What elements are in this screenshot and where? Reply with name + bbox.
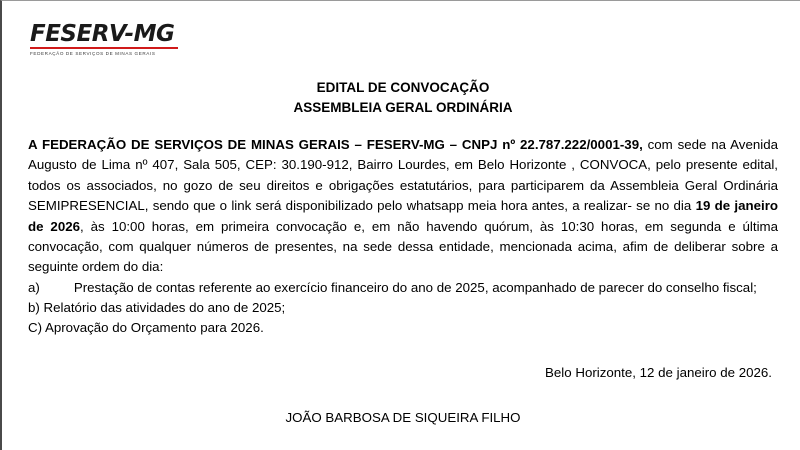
signature-date: Belo Horizonte, 12 de janeiro de 2026. <box>545 364 772 380</box>
paragraph-part-2: , às 10:00 horas, em primeira convocação e, em não havendo quórum, às 10:30 horas, em segunda e última convocação, com qualquer números de presentes, na sede dessa entidade, mencionada acima, afim de deliberar sobre a seguinte ordem do dia: <box>28 218 778 275</box>
feserv-logo <box>30 23 190 56</box>
logo-tagline: FEDERAÇÃO DE SERVIÇOS DE MINAS GERAIS <box>30 51 156 56</box>
assembly-date: 19 de janeiro de 2026 <box>28 198 779 234</box>
paragraph-part-1: com sede na Avenida Augusto de Lima nº 407, Sala 505, CEP: 30.190-912, Bairro Lourdes, em Belo Horizonte , CONVOCA, pelo presente edital, todos os associados, no gozo de seu direitos e obrigações estatutários, para participarem da Assembleia Geral Ordinária SEMIPRESENCIAL, sendo que o link será disponibilizado pelo whatsapp meia hora antes, a realizar- se no dia <box>28 137 778 214</box>
agenda-item-c: C) Aprovação do Orçamento para 2026. <box>28 320 264 336</box>
agenda-item-a-text: Prestação de contas referente ao exercício financeiro do ano de 2025, acompanhado de parecer do conselho fiscal; <box>73 279 757 295</box>
title-line-2: ASSEMBLEIA GERAL ORDINÁRIA <box>293 99 513 115</box>
entity-name: A FEDERAÇÃO DE SERVIÇOS DE MINAS GERAIS – FESERV-MG – CNPJ nº 22.787.222/0001-39, <box>28 137 643 153</box>
agenda-item-a <box>28 278 778 298</box>
title-line-1: EDITAL DE CONVOCAÇÃO <box>316 80 490 95</box>
document-body <box>2 1 800 425</box>
logo-red-rule <box>30 47 178 49</box>
agenda-item-a-label: a) <box>28 279 40 295</box>
document-title <box>28 78 778 117</box>
main-paragraph <box>28 135 778 277</box>
logo-wordmark: FESERV-MG <box>30 21 175 47</box>
signatory-name: JOÃO BARBOSA DE SIQUEIRA FILHO <box>285 409 521 425</box>
agenda-item-b: b) Relatório das atividades do ano de 2025; <box>28 299 286 315</box>
